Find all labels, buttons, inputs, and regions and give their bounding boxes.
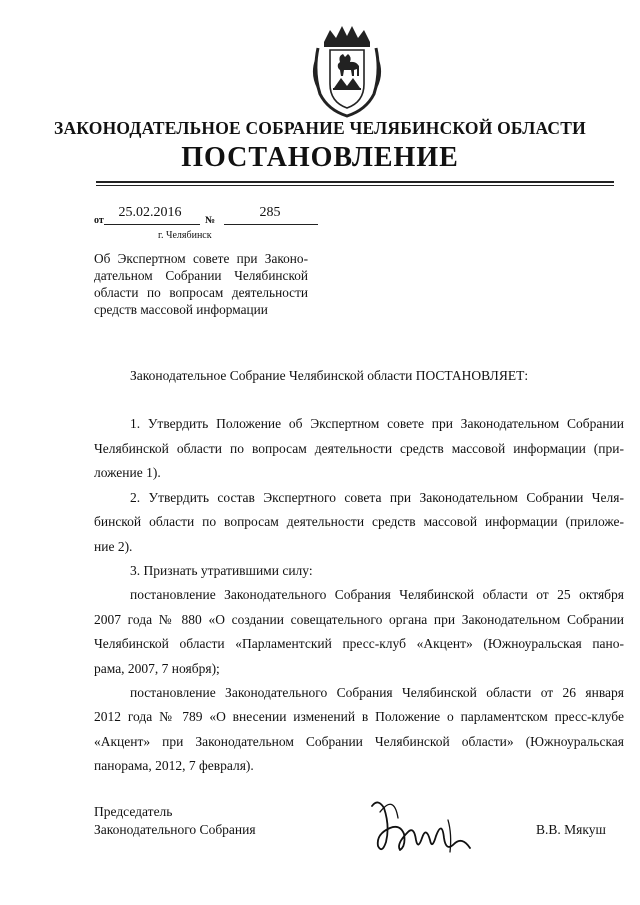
paragraph-3-heading: 3. Признать утратившими силу: (130, 563, 313, 578)
paragraph-3b-line: постановление Законодательного Собрания Челябинской области от 26 января (130, 685, 624, 700)
paragraph-2-line: 2. Утвердить состав Экспертного совета при Законодательном Собрании Челя- (130, 490, 624, 505)
handwritten-signature (360, 790, 480, 870)
document-date: 25.02.2016 (118, 205, 182, 220)
subject-line: Об Экспертном совете при Законо- (94, 251, 308, 266)
organization-name: ЗАКОНОДАТЕЛЬНОЕ СОБРАНИЕ ЧЕЛЯБИНСКОЙ ОБЛАСТИ (54, 118, 586, 138)
header-rule-thick (96, 181, 614, 183)
date-label: от (94, 215, 104, 226)
paragraph-3b-line: «Акцент» при Законодательном Собрании Челябинской области» (Южноуральская (94, 734, 624, 749)
document-number: 285 (259, 205, 281, 220)
signatory-title: Председатель (94, 804, 173, 819)
paragraph-3b-line: панорама, 2012, 7 февраля). (94, 758, 254, 773)
document-subject (94, 250, 308, 318)
document-type-title: ПОСТАНОВЛЕНИЕ (181, 142, 459, 173)
number-label: № (205, 215, 216, 226)
coat-of-arms-emblem (310, 12, 384, 120)
paragraph-3b-line: 2012 года № 789 «О внесении изменений в Положение о парламентском пресс-клубе (94, 709, 624, 724)
paragraph-2-line: ние 2). (94, 539, 133, 554)
paragraph-3a-line: постановление Законодательного Собрания Челябинской области от 25 октября (130, 587, 624, 602)
subject-line: области по вопросам деятельности (94, 285, 308, 300)
document-city: г. Челябинск (158, 230, 212, 241)
paragraph-3a-line: 2007 года № 880 «О создании совещательного органа при Законодательном Собрании (94, 612, 624, 627)
paragraph-3a-line: рама, 2007, 7 ноября); (94, 661, 220, 676)
header-rule-thin (96, 185, 614, 186)
paragraph-3a-line: Челябинской области «Парламентский пресс-клуб «Акцент» (Южноуральская пано- (94, 636, 624, 651)
preamble: Законодательное Собрание Челябинской области ПОСТАНОВЛЯЕТ: (130, 368, 529, 383)
paragraph-1-line: Челябинской области по вопросам деятельности средств массовой информации (при- (94, 441, 624, 456)
date-underline (104, 224, 200, 225)
signatory-title: Законодательного Собрания (94, 822, 256, 837)
number-underline (224, 224, 318, 225)
paragraph-1-line: ложение 1). (94, 465, 161, 480)
signatory-name: В.В. Мякуш (536, 822, 606, 837)
subject-line: дательном Собрании Челябинской (94, 268, 308, 283)
paragraph-1-line: 1. Утвердить Положение об Экспертном совете при Законодательном Собрании (130, 416, 624, 431)
paragraph-2-line: бинской области по вопросам деятельности средств массовой информации (приложе- (94, 514, 624, 529)
subject-line: средств массовой информации (94, 302, 268, 317)
